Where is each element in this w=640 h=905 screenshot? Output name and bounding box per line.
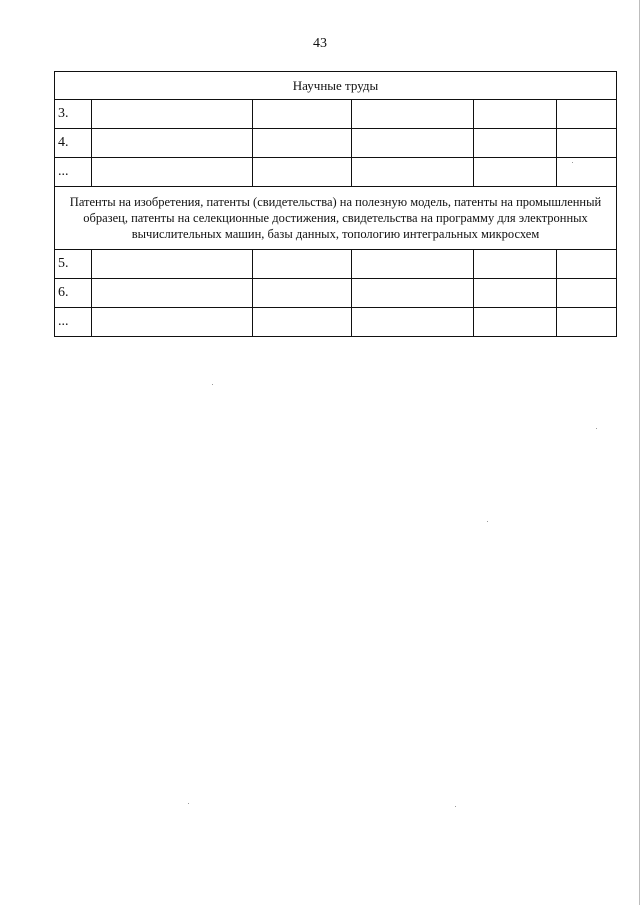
table-cell <box>92 129 253 158</box>
table-cell <box>474 158 557 187</box>
table-cell <box>352 158 474 187</box>
row-number: 6. <box>55 279 92 308</box>
row-number: 4. <box>55 129 92 158</box>
section-title-patents: Патенты на изобретения, патенты (свидетельства) на полезную модель, патенты на промышленный образец, патенты на селекционные достижения, свидетельства на программу для электронных вычислительных машин, базы данных, топологию интегральных микросхем <box>55 187 617 250</box>
row-number: ... <box>55 308 92 337</box>
table-row <box>55 158 617 187</box>
table-cell <box>253 129 352 158</box>
table-cell <box>92 100 253 129</box>
scan-speck <box>212 384 213 385</box>
table-cell <box>253 279 352 308</box>
table-row <box>55 129 617 158</box>
table-cell <box>557 158 617 187</box>
table-cell <box>474 279 557 308</box>
table-cell <box>352 308 474 337</box>
section-header-row <box>55 187 617 250</box>
table-cell <box>557 129 617 158</box>
records-table <box>54 71 617 337</box>
table-cell <box>352 129 474 158</box>
table-row <box>55 279 617 308</box>
table-row <box>55 100 617 129</box>
table-cell <box>92 158 253 187</box>
scan-speck <box>188 803 189 804</box>
page-number: 43 <box>313 36 327 51</box>
table-cell <box>352 250 474 279</box>
scan-speck <box>455 806 456 807</box>
scan-speck <box>572 162 573 163</box>
table-cell <box>253 100 352 129</box>
section-header-row <box>55 72 617 100</box>
table-cell <box>253 158 352 187</box>
table-cell <box>352 100 474 129</box>
scan-speck <box>596 428 597 429</box>
row-number: 5. <box>55 250 92 279</box>
table-cell <box>352 279 474 308</box>
row-number: ... <box>55 158 92 187</box>
table-cell <box>557 279 617 308</box>
table-cell <box>92 279 253 308</box>
table-cell <box>557 308 617 337</box>
table-row <box>55 250 617 279</box>
scan-speck <box>487 521 488 522</box>
table-cell <box>557 100 617 129</box>
table-cell <box>557 250 617 279</box>
row-number: 3. <box>55 100 92 129</box>
table-cell <box>253 308 352 337</box>
table-cell <box>92 308 253 337</box>
table-cell <box>92 250 253 279</box>
table-cell <box>474 250 557 279</box>
table-row <box>55 308 617 337</box>
table-cell <box>474 129 557 158</box>
table-cell <box>474 100 557 129</box>
table-cell <box>253 250 352 279</box>
table-cell <box>474 308 557 337</box>
section-title-scientific-works: Научные труды <box>55 72 617 100</box>
